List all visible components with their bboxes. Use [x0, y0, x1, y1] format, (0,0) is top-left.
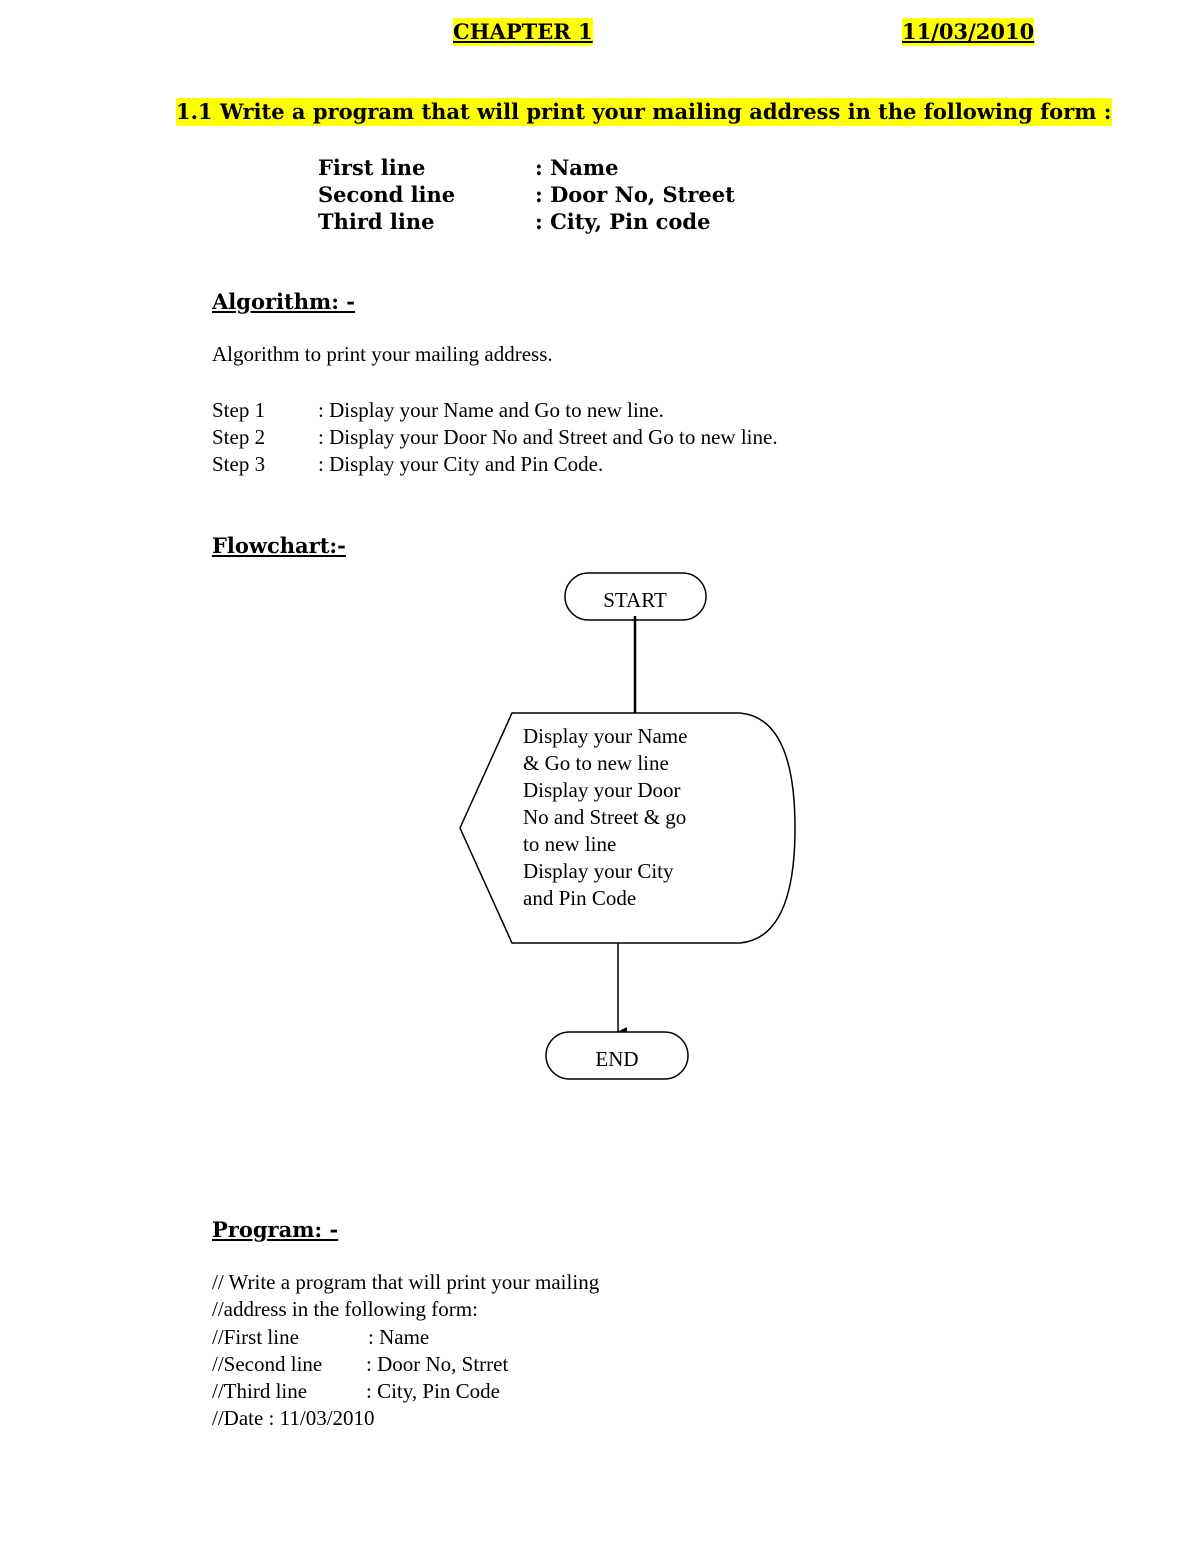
question-title: 1.1 Write a program that will print your mailing address in the following form :: [176, 99, 1112, 124]
program-line: //Third line: [212, 1379, 308, 1403]
display-line: No and Street & go: [523, 805, 687, 829]
algorithm-intro: Algorithm to print your mailing address.: [212, 342, 553, 366]
program-heading: Program: -: [212, 1217, 339, 1242]
flowchart-heading: Flowchart:-: [212, 533, 346, 558]
form-label-third-line: Third line: [318, 209, 435, 234]
program-line: //Date : 11/03/2010: [212, 1406, 375, 1430]
algorithm-step-label: Step 3: [212, 452, 266, 476]
program-line: //First line: [212, 1325, 299, 1349]
form-value-first-line: : Name: [535, 155, 619, 180]
display-line: Display your Name: [523, 724, 688, 748]
algorithm-step-text: : Display your City and Pin Code.: [318, 452, 604, 476]
header-date: 11/03/2010: [902, 19, 1035, 44]
algorithm-step-label: Step 1: [212, 398, 266, 422]
end-label: END: [595, 1047, 639, 1071]
algorithm-heading: Algorithm: -: [212, 289, 355, 314]
display-line: Display your Door: [523, 778, 681, 802]
display-line: to new line: [523, 832, 617, 856]
form-value-third-line: : City, Pin code: [535, 209, 711, 234]
flowchart-diagram: [450, 560, 810, 1090]
display-line: & Go to new line: [523, 751, 669, 775]
algorithm-step-text: : Display your Name and Go to new line.: [318, 398, 664, 422]
display-line: and Pin Code: [523, 886, 637, 910]
program-line: // Write a program that will print your mailing: [212, 1270, 600, 1294]
start-label: START: [603, 588, 667, 612]
program-line-value: : Name: [368, 1325, 430, 1349]
display-line: Display your City: [523, 859, 674, 883]
program-line: //address in the following form:: [212, 1297, 478, 1321]
chapter-title: CHAPTER 1: [453, 19, 593, 44]
program-line-value: : Door No, Strret: [366, 1352, 509, 1376]
form-label-first-line: First line: [318, 155, 426, 180]
algorithm-step-text: : Display your Door No and Street and Go to new line.: [318, 425, 778, 449]
form-label-second-line: Second line: [318, 182, 456, 207]
program-line: //Second line: [212, 1352, 323, 1376]
program-line-value: : City, Pin Code: [366, 1379, 500, 1403]
form-value-second-line: : Door No, Street: [535, 182, 735, 207]
algorithm-step-label: Step 2: [212, 425, 266, 449]
